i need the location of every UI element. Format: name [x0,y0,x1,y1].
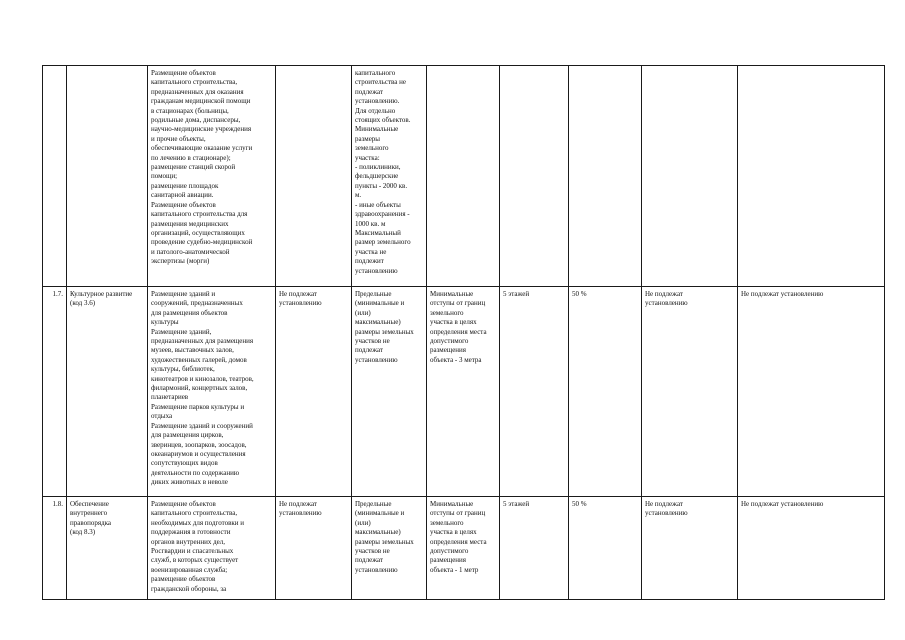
row-number-cell: 1.7. [43,287,67,497]
table-row [43,497,885,600]
floors-cell [500,66,569,287]
setback-cell: Минимальные отступы от границ земельного участка в целях определения места допустимого размещения объекта - 3 метра [427,287,500,497]
row-number-cell: 1.8. [43,497,67,600]
table-row [43,287,885,497]
table-cell: Не подлежат установлению [276,497,352,600]
land-use-description-cell: Размещение объектов капитального строительства, предназначенных для оказания гражданам медицинской помощи в стационарах (больницы, родильные дома, диспансеры, научно-медицинские учреждения и прочие объекты, обеспечивающие оказание услуги по лечению в стационаре); размещение станций скорой помощи; размещение площадок санитарной авиации. Размещение объектов капитального строительства для размещения медицинских организаций, осуществляющих проведение судебно-медицинской и патолого-анатомической экспертизы (морги) [148,66,276,287]
setback-cell: Минимальные отступы от границ земельного участка в целях определения места допустимого размещения объекта - 1 метр [427,497,500,600]
table-cell: Не подлежат установлению [276,287,352,497]
coverage-cell: 50 % [569,287,642,497]
plot-size-cell: капитального строительства не подлежат установлению. Для отдельно стоящих объектов. Минимальные размеры земельного участка: - поликлиники, фельдшерские пункты - 2000 кв. м. - иные объекты здравоохранения - 1000 кв. м Максимальный размер земельного участка не подлежит установлению [352,66,427,287]
table-cell: Не подлежат установлению [738,287,885,497]
land-use-description-cell: Размещение зданий и сооружений, предназначенных для размещения объектов культуры Размещение зданий, предназначенных для размещения музеев, выставочных залов, художественных галерей, домов культуры, библиотек, кинотеатров и кинозалов, театров, филармоний, концертных залов, планетариев Размещение парков культуры и отдыха Размещение зданий и сооружений для размещения цирков, зверинцев, зоопарков, зоосадов, океанариумов и осуществления сопутствующих видов деятельности по содержанию диких животных в неволе [148,287,276,497]
land-use-name-cell: Обеспечение внутреннего правопорядка (код 8.3) [67,497,148,600]
coverage-cell: 50 % [569,497,642,600]
setback-cell [427,66,500,287]
table-cell [642,66,738,287]
floors-cell: 5 этажей [500,287,569,497]
land-use-name-cell [67,66,148,287]
row-number-cell [43,66,67,287]
plot-size-cell: Предельные (минимальные и (или) максимальные) размеры земельных участков не подлежат установлению [352,287,427,497]
land-use-description-cell: Размещение объектов капитального строительства, необходимых для подготовки и поддержания в готовности органов внутренних дел, Росгвардии и спасательных служб, в которых существует военизированная служба; размещение объектов гражданской обороны, за [148,497,276,600]
plot-size-cell: Предельные (минимальные и (или) максимальные) размеры земельных участков не подлежат установлению [352,497,427,600]
table-cell: Не подлежат установлению [642,497,738,600]
coverage-cell [569,66,642,287]
zoning-regulations-table [42,65,885,600]
table-cell: Не подлежат установлению [738,497,885,600]
table-row [43,66,885,287]
table-cell [738,66,885,287]
land-use-name-cell: Культурное развитие (код 3.6) [67,287,148,497]
table-cell: Не подлежат установлению [642,287,738,497]
floors-cell: 5 этажей [500,497,569,600]
table-cell [276,66,352,287]
